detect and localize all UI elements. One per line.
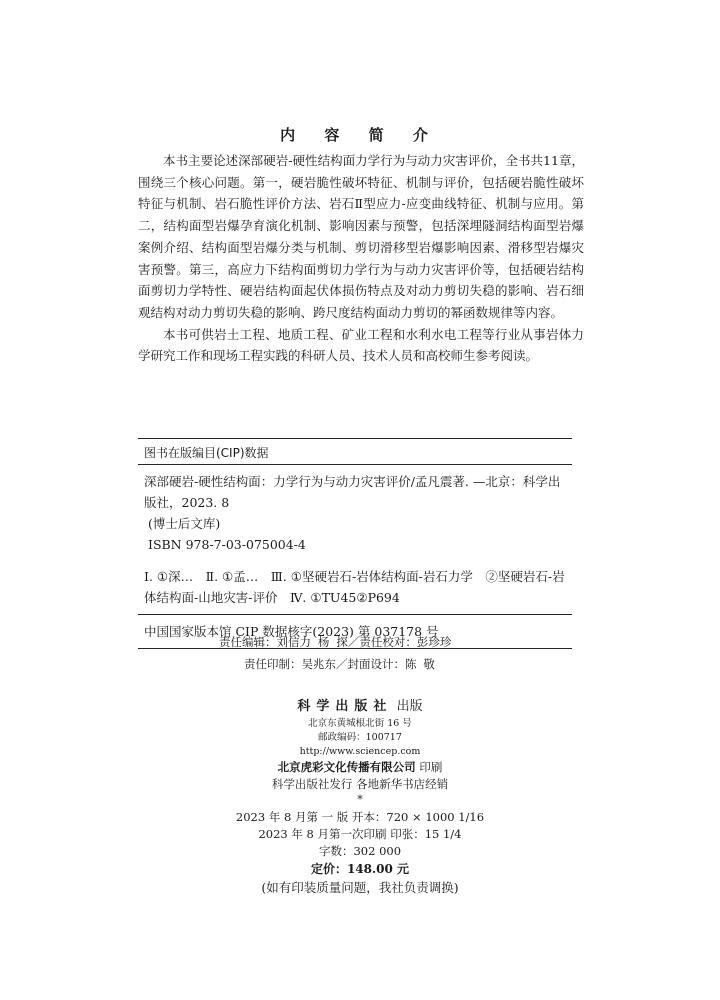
quality-note: (如有印装质量问题，我社负责调换) xyxy=(261,880,459,895)
summary-paragraph: 本书主要论述深部硬岩-硬性结构面力学行为与动力灾害评价，全书共11章，围绕三个核心问题。第一，硬岩脆性破坏特征、机制与评价，包括硬岩脆性破坏特征与机制、岩石脆性评价方法、岩石Ⅱ型应力-应变曲线特征、机制与应用。第二，结构面型岩爆孕育演化机制、影响因素与预警，包括深埋隧洞结构面型岩爆案例介绍、结构面型岩爆分类与机制、剪切滑移型岩爆影响因素、滑移型岩爆灾害预警。第三，高应力下结构面剪切力学行为与动力灾害评价等，包括硬岩结构面剪切力学特性、硬岩结构面起伏体损伤特点及对动力剪切失稳的影响、岩石细观结构对动力剪切失稳的影响、跨尺度结构面动力剪切的幂函数规律等内容。 xyxy=(138,153,584,320)
separator-star: * xyxy=(357,793,363,806)
distribution-line: 科学出版社发行 各地新华书店经销 xyxy=(271,777,449,791)
cip-isbn: ISBN 978-7-03-075004-4 xyxy=(148,537,306,552)
publisher-url: http://www.sciencep.com xyxy=(299,746,421,757)
cip-classification: Ⅰ. ①深… Ⅱ. ①孟… Ⅲ. ①坚硬岩石-岩体结构面-岩石力学 ②坚硬岩石-岩体结构面-山地灾害-评价 Ⅳ. ①TU45②P694 xyxy=(144,569,565,605)
edition-line: 2023 年 8 月第 一 版 开本：720 × 1000 1/16 xyxy=(235,810,485,824)
editorial-credits xyxy=(0,631,720,675)
cip-entry: 深部硬岩-硬性结构面：力学行为与动力灾害评价/孟凡震著. —北京：科学出版社，2023. 8 xyxy=(144,474,561,510)
cip-heading: 图书在版编目(CIP)数据 xyxy=(144,446,269,460)
printer-name: 北京虎彩文化传播有限公司 xyxy=(277,760,416,774)
price: 定价：148.00 元 xyxy=(310,862,410,876)
printing-line: 2023 年 8 月第一次印刷 印张：15 1/4 xyxy=(258,827,462,841)
editor-line: 责任编辑：刘信力 杨 探／责任校对：彭珍珍 xyxy=(219,635,452,649)
editor-line: 责任印制：吴兆东／封面设计：陈 敬 xyxy=(244,657,435,671)
publisher-line xyxy=(0,697,720,717)
publisher-name: 科学出版社 xyxy=(297,699,393,714)
cip-data-block xyxy=(138,438,572,649)
cip-series: (博士后文库) xyxy=(148,516,221,531)
printer-line xyxy=(0,759,720,776)
imprint-block xyxy=(0,697,720,897)
cip-csn-number: 中国国家版本馆 CIP 数据核字(2023) 第 037178 号 xyxy=(144,624,439,639)
summary-paragraph: 本书可供岩土工程、地质工程、矿业工程和水利水电工程等行业从事岩体力学研究工作和现场工程实践的科研人员、技术人员和高校师生参考阅读。 xyxy=(138,326,584,364)
divider xyxy=(138,464,572,465)
postcode: 邮政编码：100717 xyxy=(318,732,402,743)
content-summary xyxy=(138,150,584,367)
content-summary-title: 内 容 简 介 xyxy=(280,126,440,144)
publisher-address: 北京东黄城根北街 16 号 xyxy=(308,718,412,729)
printer-suffix: 印刷 xyxy=(419,760,443,774)
word-count: 字数：302 000 xyxy=(318,844,402,858)
publisher-suffix: 出版 xyxy=(396,699,423,714)
